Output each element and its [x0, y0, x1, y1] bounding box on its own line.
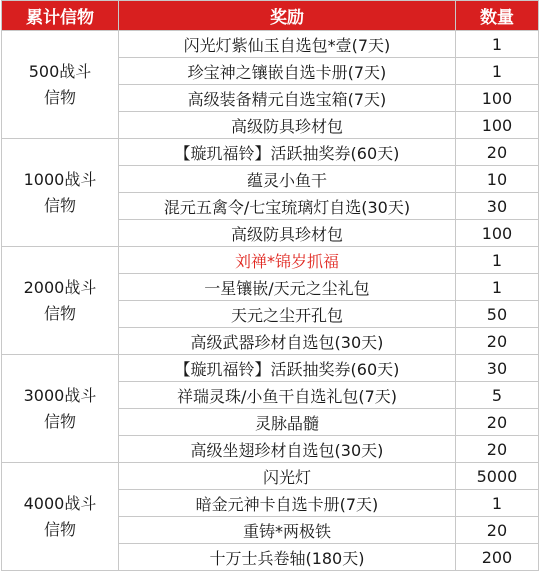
qty-cell: 100: [455, 112, 538, 139]
table-row: [2, 139, 539, 166]
qty-cell: 100: [455, 85, 538, 112]
qty-cell: 1: [455, 247, 538, 274]
reward-cell: 高级防具珍材包: [119, 112, 456, 139]
tier-label-line: 4000战斗: [23, 493, 97, 513]
reward-cell: 暗金元神卡自选卡册(7天): [119, 490, 456, 517]
reward-cell: 【璇玑福铃】活跃抽奖券(60天): [119, 139, 456, 166]
reward-cell: 珍宝神之镶嵌自选卡册(7天): [119, 58, 456, 85]
qty-cell: 1: [455, 58, 538, 85]
qty-cell: 20: [455, 436, 538, 463]
reward-cell: 天元之尘开孔包: [119, 301, 456, 328]
qty-cell: 30: [455, 193, 538, 220]
reward-cell: 蕴灵小鱼干: [119, 166, 456, 193]
table-row: [2, 31, 539, 58]
table-row: [2, 247, 539, 274]
rewards-table: [1, 0, 539, 571]
reward-cell: 高级坐翅珍材自选包(30天): [119, 436, 456, 463]
tier-label-line: 信物: [43, 519, 76, 539]
reward-cell: 刘禅*锦岁抓福: [119, 247, 456, 274]
tier-cell: [2, 463, 119, 571]
qty-cell: 20: [455, 517, 538, 544]
tier-label-line: 2000战斗: [23, 277, 97, 297]
reward-cell: 【璇玑福铃】活跃抽奖券(60天): [119, 355, 456, 382]
qty-cell: 50: [455, 301, 538, 328]
qty-cell: 200: [455, 544, 538, 571]
qty-cell: 5: [455, 382, 538, 409]
reward-cell: 混元五禽令/七宝琉璃灯自选(30天): [119, 193, 456, 220]
tier-label-line: 信物: [43, 195, 76, 215]
tier-cell: [2, 31, 119, 139]
qty-cell: 5000: [455, 463, 538, 490]
qty-cell: 20: [455, 139, 538, 166]
reward-cell: 灵脉晶髓: [119, 409, 456, 436]
table-row: [2, 463, 539, 490]
tier-cell: [2, 139, 119, 247]
header-tier: 累计信物: [2, 1, 119, 31]
header-reward: 奖励: [119, 1, 456, 31]
qty-cell: 20: [455, 328, 538, 355]
tier-label-line: 3000战斗: [23, 385, 97, 405]
tier-cell: [2, 247, 119, 355]
qty-cell: 30: [455, 355, 538, 382]
header-row: [2, 1, 539, 31]
qty-cell: 1: [455, 31, 538, 58]
qty-cell: 20: [455, 409, 538, 436]
rewards-body: [2, 31, 539, 571]
reward-cell: 闪光灯紫仙玉自选包*壹(7天): [119, 31, 456, 58]
reward-cell: 重铸*两极铁: [119, 517, 456, 544]
header-qty: 数量: [455, 1, 538, 31]
reward-cell: 高级武器珍材自选包(30天): [119, 328, 456, 355]
table-row: [2, 355, 539, 382]
reward-cell: 闪光灯: [119, 463, 456, 490]
reward-cell: 祥瑞灵珠/小鱼干自选礼包(7天): [119, 382, 456, 409]
tier-label-line: 信物: [43, 87, 76, 107]
qty-cell: 10: [455, 166, 538, 193]
qty-cell: 1: [455, 274, 538, 301]
reward-cell: 高级防具珍材包: [119, 220, 456, 247]
reward-cell: 十万士兵卷轴(180天): [119, 544, 456, 571]
qty-cell: 1: [455, 490, 538, 517]
tier-label-line: 信物: [43, 411, 76, 431]
tier-cell: [2, 355, 119, 463]
qty-cell: 100: [455, 220, 538, 247]
reward-cell: 高级装备精元自选宝箱(7天): [119, 85, 456, 112]
tier-label-line: 1000战斗: [23, 169, 97, 189]
tier-label-line: 信物: [43, 303, 76, 323]
tier-label-line: 500战斗: [28, 61, 92, 81]
reward-cell: 一星镶嵌/天元之尘礼包: [119, 274, 456, 301]
